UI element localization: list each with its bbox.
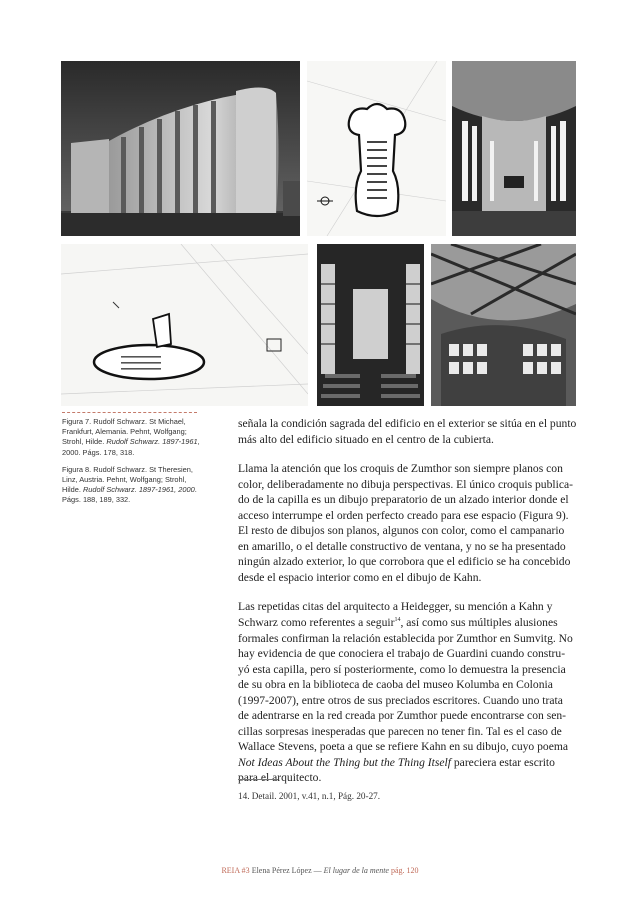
line-with-footnote-ref: Schwarz como referentes a seguir$^{14}$, así como sus múltiples alusiones: [238, 616, 558, 630]
page-footer: [0, 866, 640, 875]
footnote-divider: [238, 779, 278, 780]
site-plan-st-theresien: [61, 244, 308, 406]
footnote: 14. Detail. 2001, v.41, n.1, Pág. 20-27.: [238, 791, 381, 801]
line-with-poem-title: Not Ideas About the Thing but the Thing Itself pareciera estar escrito: [238, 755, 555, 769]
paragraph-2: Llama la atención que los croquis de Zumthor son siempre planos con color, deliberadamente no dibuja perspectivas. El único croquis publica- do de la capilla es un dibujo preparatorio de un alzado interior donde el acceso interrumpe el orden perfecto creado para ese espacio (Figura 9). El resto de dibujos son planos, algunos con color, como el campanario en amarillo, o el detalle constructivo de ventana, y no se ha presentado ningún alzado exterior, lo que corrobora que el edificio se ha concebido desde el espacio interior como en el dibujo de Kahn.: [238, 462, 573, 584]
footnote-reference[interactable]: 14: [394, 617, 401, 624]
caption-divider: [62, 412, 197, 413]
body-text: [238, 416, 578, 800]
plan-drawing-st-michael: [307, 61, 446, 236]
poem-title: Not Ideas About the Thing but the Thing Itself: [238, 755, 451, 769]
photo-st-michael-interior: [452, 61, 576, 236]
footer-article-title: El lugar de la mente: [323, 866, 389, 875]
photo-st-theresien-nave: [317, 244, 424, 406]
figure-captions: [62, 417, 207, 513]
photo-st-michael-exterior: [61, 61, 300, 236]
journal-name: REIA #3: [221, 866, 250, 875]
photo-st-theresien-ceiling: [431, 244, 576, 406]
paragraph-1: señala la condición sagrada del edificio en el exterior se sitúa en el punto más alto del edificio situado en el centro de la cubierta.: [238, 417, 577, 446]
caption-figure-7: Figura 7. Rudolf Schwarz. St Michael, Frankfurt, Alemania. Pehnt, Wolfgang; Strohl, Hilde. Rudolf Schwarz. 1897-1961, 2000. Págs. 178, 318.: [62, 417, 200, 457]
paragraph-3: Las repetidas citas del arquitecto a Heidegger, su mención a Kahn y Schwarz como referentes a seguir$^{14}$, así como sus múltiples alusiones formales confirman la relación establecida por Zumthor en Sumvitg. No hay evidencia de que conociera el trabajo de Guardini cuando constru- yó esta capilla, pero sí posteriormente, como lo demuestra la presencia de su obra en la biblioteca de caoba del museo Kolumba en Colonia (1997-2007), entre otros de sus preciados escritores. Cuando uno trata de adentrarse en la red creada por Zumthor puede encontrarse con sen- cillas sorpresas inesperadas que parecen no tener fin. Tal es el caso de Wallace Stevens, poeta a que se refiere Kahn en su dibujo, cuyo poema Not Ideas About the Thing but the Thing Itself pareciera estar escrito para el arquitecto.: [238, 599, 578, 786]
caption-figure-8: Figura 8. Rudolf Schwarz. St Theresien, Linz, Austria. Pehnt, Wolfgang; Strohl, Hilde. Rudolf Schwarz. 1897-1961, 2000. Págs. 188, 189, 332.: [62, 464, 197, 505]
page-number: pág. 120: [390, 866, 419, 875]
footer-author: Elena Pérez López —: [251, 866, 322, 875]
